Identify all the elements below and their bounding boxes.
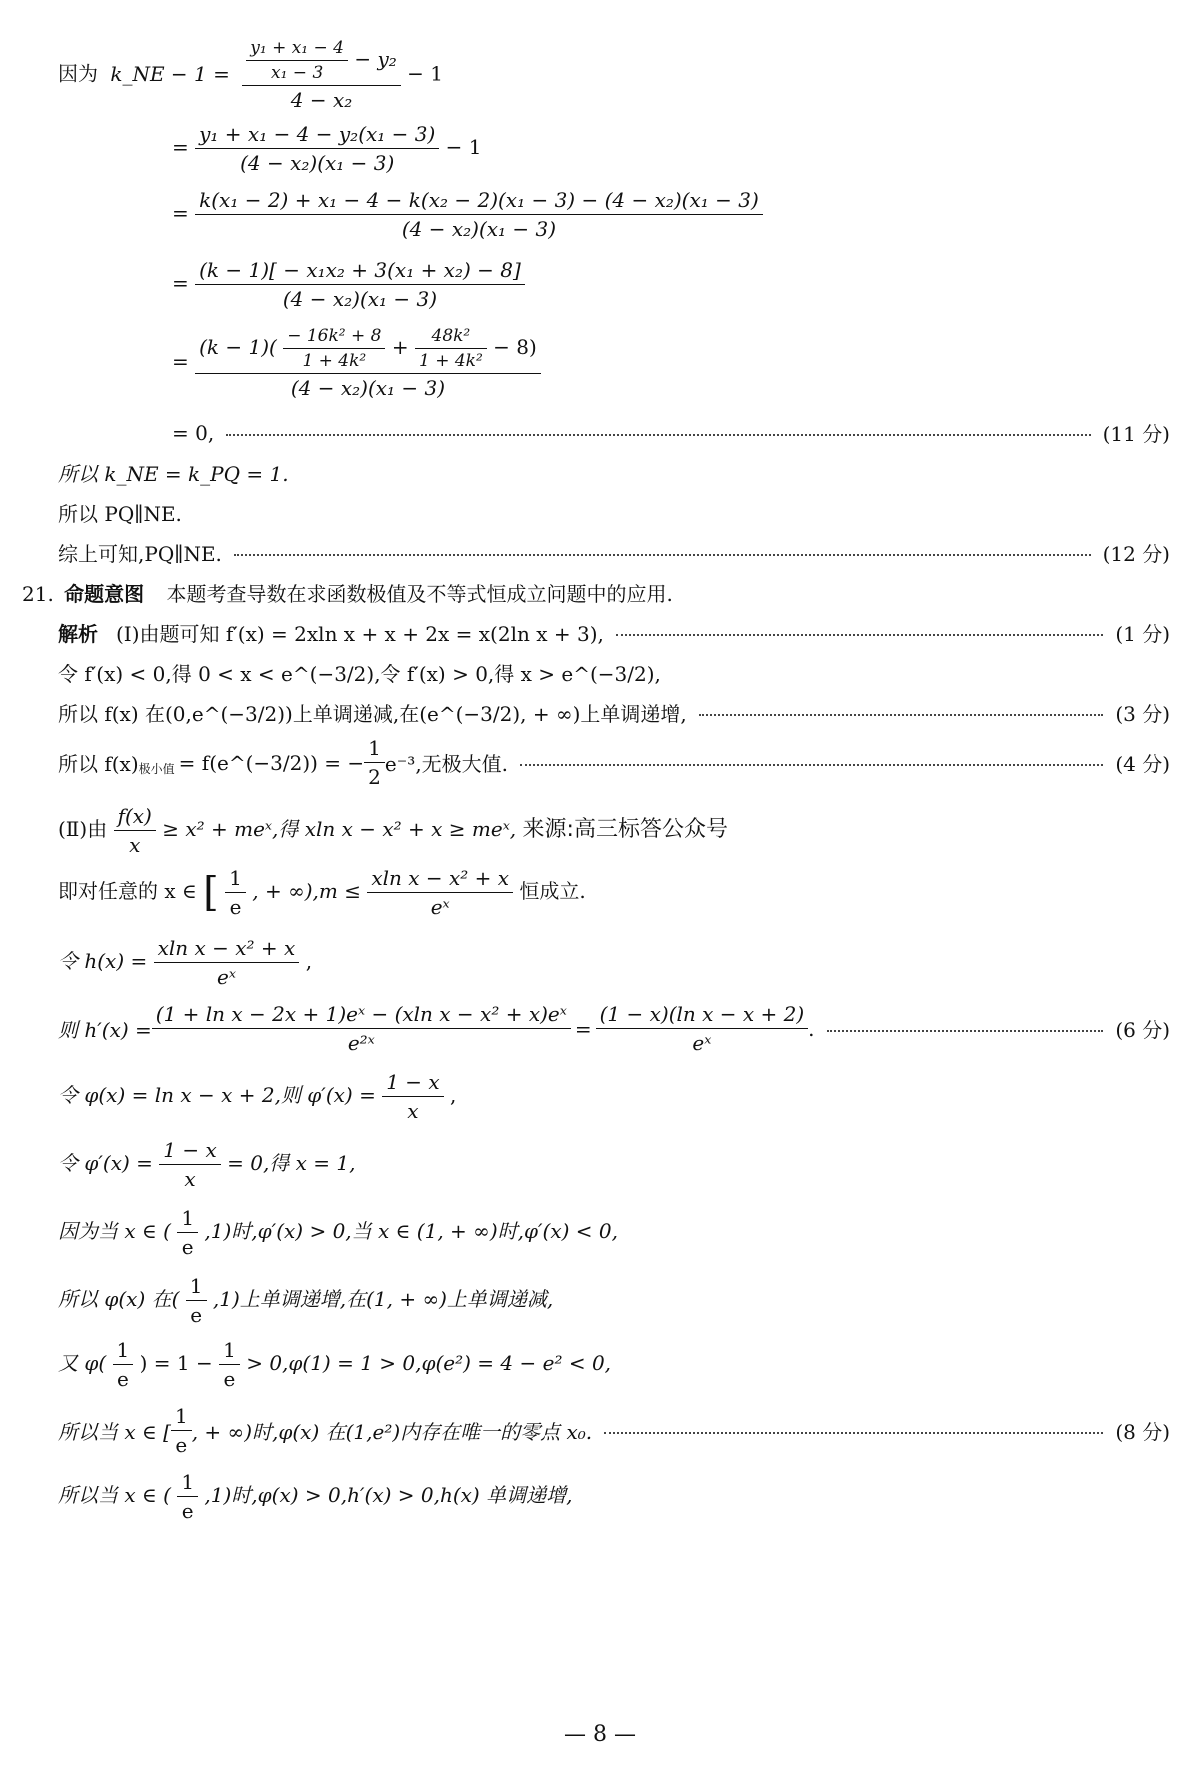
eq-knE-line	[58, 38, 443, 112]
analysis-label: 解析	[58, 622, 98, 646]
part2-line-2: 即对任意的 x ∈ [ $\frac{1}{e}$ , + ∞),m ≤ $\frac{\text{xln x − x² + x}}{\text{eˣ}}$ 恒成立.	[58, 866, 586, 919]
analysis-line-2: 令 f′(x) < 0,得 0 < x < e^(−3/2),令 f′(x) > 0,得 x > e^(−3/2),	[58, 662, 661, 686]
page-number: — 8 —	[564, 1722, 636, 1747]
q21-label: 命题意图	[64, 582, 145, 606]
lead-text: 因为	[58, 61, 98, 86]
q21-intent: 本题考查导数在求函数极值及不等式恒成立问题中的应用.	[166, 582, 673, 606]
eq-line-5: = (k − 1)( $\frac{\text{− 16k² + 8}}{\text{1 + 4k²}}$ + $\frac{\text{48k²}}{\text{1 + 4k²}}$ − 8) (4 − x₂)(x₁ − 3)	[172, 326, 541, 400]
part2-line-5: 令 φ(x) = ln x − x + 2,则 φ′(x) = $\frac{1 - x}{x}$ ,	[58, 1070, 457, 1123]
part2-line-7: 因为当 x ∈ ( $\frac{1}{e}$ ,1)时,φ′(x) > 0,当 x ∈ (1, + ∞)时,φ′(x) < 0,	[58, 1206, 618, 1259]
eq-line-3: = $\frac{\text{k(x₁ − 2) + x₁ − 4 − k(x₂ − 2)(x₁ − 3) − (4 − x₂)(x₁ − 3)}}{\text{(4 − x₂)(x₁ − 3)}}$	[172, 188, 763, 241]
line-parallel: 所以 PQ∥NE.	[58, 502, 182, 526]
eq-line-2: = $\frac{\text{y₁ + x₁ − 4 − y₂(x₁ − 3)}}{\text{(4 − x₂)(x₁ − 3)}}$ − 1	[172, 122, 482, 175]
part2-line-4: 则 h′(x) = $\frac{\text{(1 + ln x − 2x + 1)eˣ − (xln x − x² + x)eˣ}}{\text{e²ˣ}}$ = $\frac{\text{(1 − x)(ln x − x + 2)}}{\text{eˣ}}$ . (6 分)	[58, 1002, 1170, 1055]
part2-line-3: 令 h(x) = $\frac{\text{xln x − x² + x}}{\text{eˣ}}$ ,	[58, 936, 313, 989]
eq-line-6: = 0, (11 分)	[172, 418, 1170, 447]
part2-line-10: 所以当 x ∈ [ $\frac{1}{e}$ , + ∞)时,φ(x) 在(1,e²)内存在唯一的零点 x₀. (8 分)	[58, 1404, 1170, 1457]
leader-dots	[226, 434, 1090, 436]
line-conclusion: 综上可知,PQ∥NE. (12 分)	[58, 538, 1170, 567]
score-6: (6 分)	[1115, 1018, 1170, 1042]
q21-number: 21.	[22, 582, 54, 606]
score-11: (11 分)	[1102, 422, 1170, 446]
part2-line-11: 所以当 x ∈ ( $\frac{1}{e}$ ,1)时,φ(x) > 0,h′(x) > 0,h(x) 单调递增,	[58, 1470, 573, 1523]
analysis-line-1: 解析 (Ⅰ)由题可知 f′(x) = 2xln x + x + 2x = x(2ln x + 3), (1 分)	[58, 618, 1170, 647]
tail: − 1	[407, 61, 443, 86]
min-value-sub: 极小值	[138, 762, 175, 776]
score-12: (12 分)	[1102, 542, 1170, 566]
score-1: (1 分)	[1115, 622, 1170, 646]
complex-fraction: $\frac{\text{y₁ + x₁ − 4}}{\text{x₁ − 3}}$ − y₂ 4 − x₂	[242, 38, 401, 112]
score-4: (4 分)	[1115, 752, 1170, 776]
source-note: 来源:高三标答公众号	[522, 817, 728, 842]
eq-line-4: = $\frac{\text{(k − 1)[ − x₁x₂ + 3(x₁ + x₂) − 8]}}{\text{(4 − x₂)(x₁ − 3)}}$	[172, 258, 525, 311]
part2-line-6: 令 φ′(x) = $\frac{1 - x}{x}$ = 0,得 x = 1,	[58, 1138, 356, 1191]
score-8: (8 分)	[1115, 1420, 1170, 1444]
analysis-line-4: 所以 f(x) $_{极小值}$ = f(e^(−3/2)) = − $\frac{1}{2}$ e⁻³,无极大值. (4 分)	[58, 736, 1170, 789]
lhs: k_NE − 1 =	[110, 61, 230, 86]
part2-line-1: (Ⅱ)由 $\frac{f(x)}{x}$ ≥ x² + meˣ,得 xln x − x² + x ≥ meˣ, 来源:高三标答公众号	[58, 804, 728, 857]
q21-header	[22, 578, 673, 607]
analysis-line-3: 所以 f(x) 在(0,e^(−3/2))上单调递减,在(e^(−3/2), + ∞)上单调递增, (3 分)	[58, 698, 1170, 727]
line-k-equal: 所以 k_NE = k_PQ = 1.	[58, 462, 289, 486]
part2-line-8: 所以 φ(x) 在( $\frac{1}{e}$ ,1)上单调递增,在(1, + ∞)上单调递减,	[58, 1274, 554, 1327]
score-3: (3 分)	[1115, 702, 1170, 726]
part2-line-9: 又 φ( $\frac{1}{e}$ ) = 1 − $\frac{1}{e}$ > 0,φ(1) = 1 > 0,φ(e²) = 4 − e² < 0,	[58, 1338, 612, 1391]
